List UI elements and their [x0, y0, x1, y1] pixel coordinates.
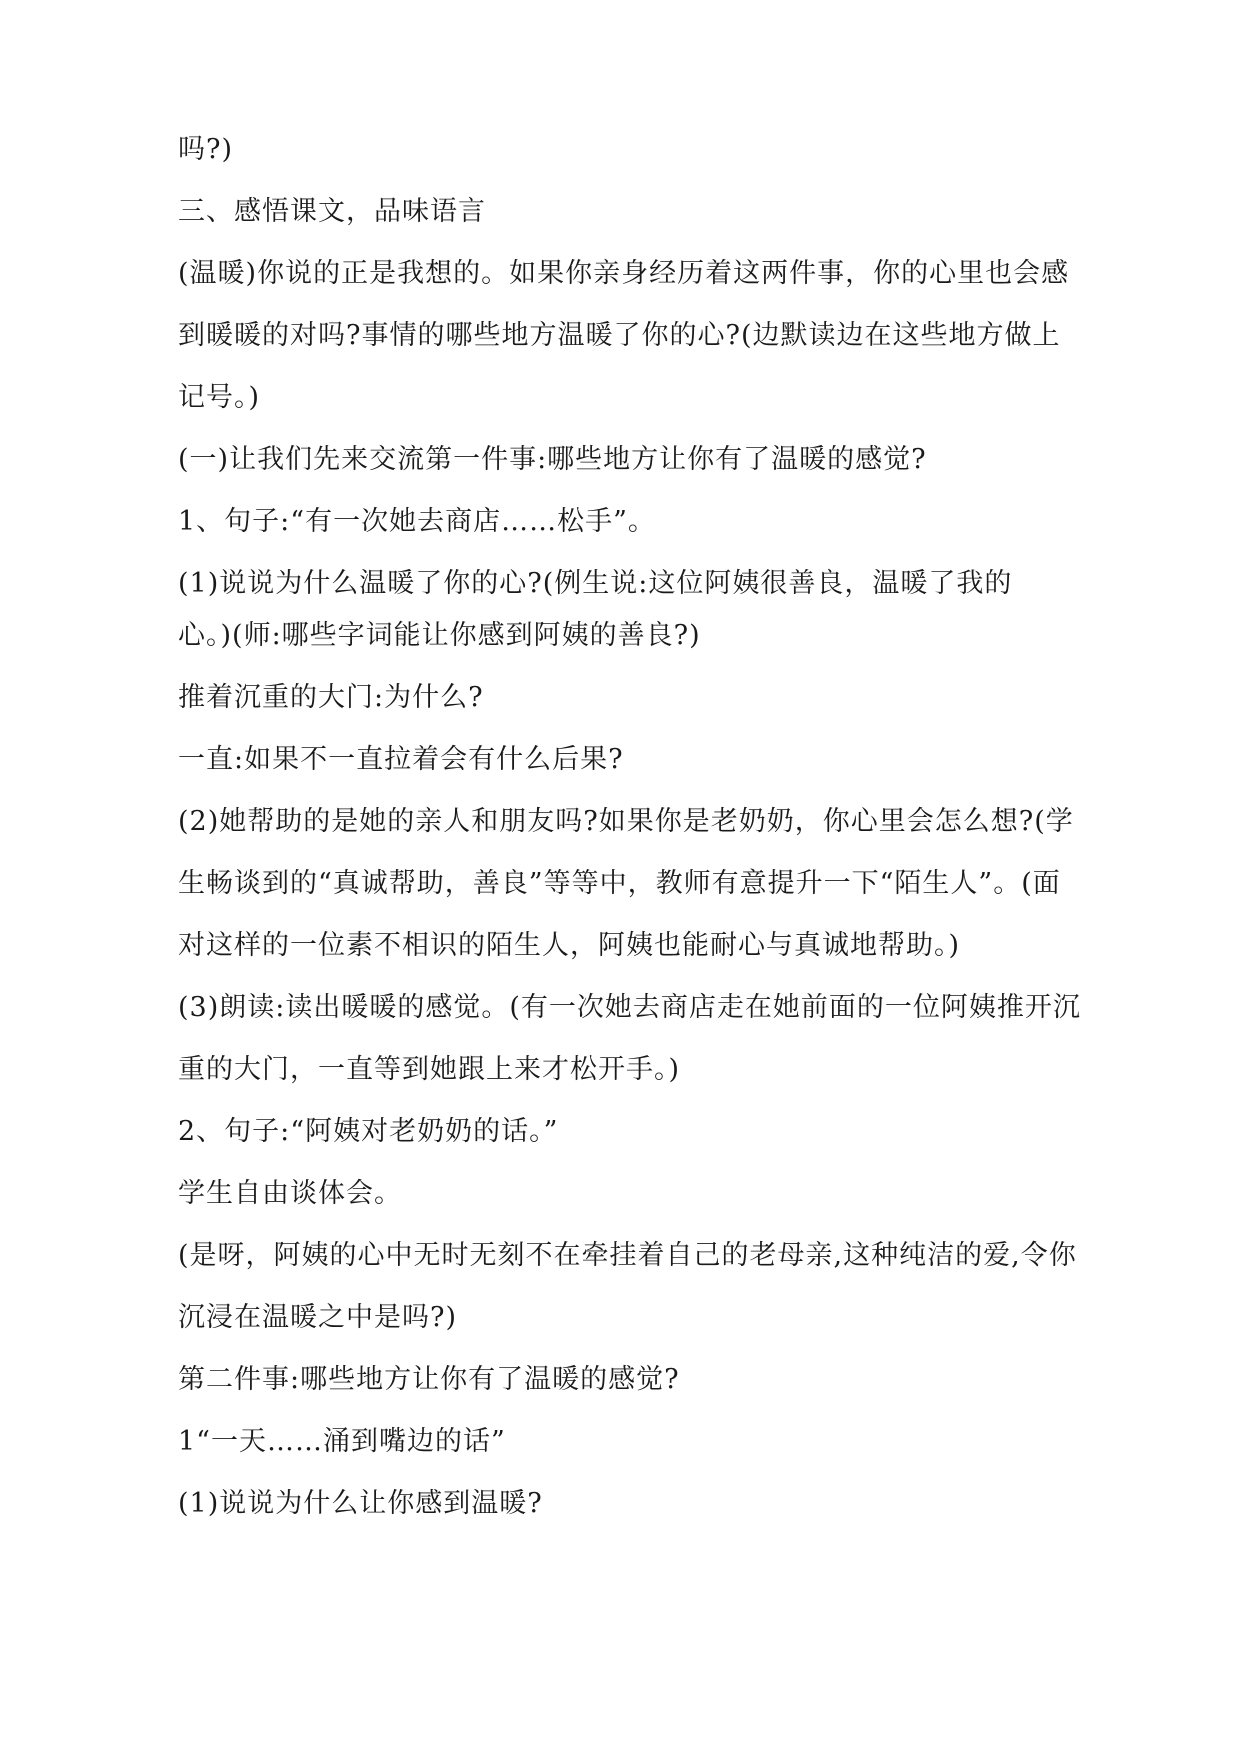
text-line: (1)说说为什么让你感到温暖? [178, 1488, 543, 1519]
text-line: 第二件事:哪些地方让你有了温暖的感觉? [178, 1364, 680, 1395]
text-line: (3)朗读:读出暖暖的感觉。(有一次她去商店走在她前面的一位阿姨推开沉 [178, 992, 1081, 1023]
text-line: 记号。) [178, 382, 261, 413]
text-line: 2、句子:“阿姨对老奶奶的话。” [178, 1116, 559, 1147]
text-line: (温暖)你说的正是我想的。如果你亲身经历着这两件事，你的心里也会感 [178, 258, 1070, 289]
text-line: 对这样的一位素不相识的陌生人，阿姨也能耐心与真诚地帮助。) [178, 930, 961, 961]
text-line: 学生自由谈体会。 [178, 1178, 402, 1209]
text-line: (是呀，阿姨的心中无时无刻不在牵挂着自己的老母亲,这种纯洁的爱,令你 [178, 1240, 1077, 1271]
text-line: (2)她帮助的是她的亲人和朋友吗?如果你是老奶奶，你心里会怎么想?(学 [178, 806, 1074, 837]
text-line: 到暖暖的对吗?事情的哪些地方温暖了你的心?(边默读边在这些地方做上 [178, 320, 1061, 351]
text-line: 沉浸在温暖之中是吗?) [178, 1302, 458, 1333]
text-line: 一直:如果不一直拉着会有什么后果? [178, 744, 624, 775]
text-line: 1“一天……涌到嘴边的话” [178, 1426, 506, 1457]
text-line: 推着沉重的大门:为什么? [178, 682, 484, 713]
text-line: 吗?) [178, 134, 234, 165]
text-line: 生畅谈到的“真诚帮助，善良”等等中，教师有意提升一下“陌生人”。(面 [178, 868, 1061, 899]
text-line: (一)让我们先来交流第一件事:哪些地方让你有了温暖的感觉? [178, 444, 927, 475]
text-line: (1)说说为什么温暖了你的心?(例生说:这位阿姨很善良，温暖了我的 [178, 568, 1013, 599]
text-line: 1、句子:“有一次她去商店……松手”。 [178, 506, 656, 537]
text-line: 心。)(师:哪些字词能让你感到阿姨的善良?) [178, 620, 701, 651]
text-line: 重的大门，一直等到她跟上来才松开手。) [178, 1054, 681, 1085]
section-heading: 三、感悟课文，品味语言 [178, 196, 486, 227]
